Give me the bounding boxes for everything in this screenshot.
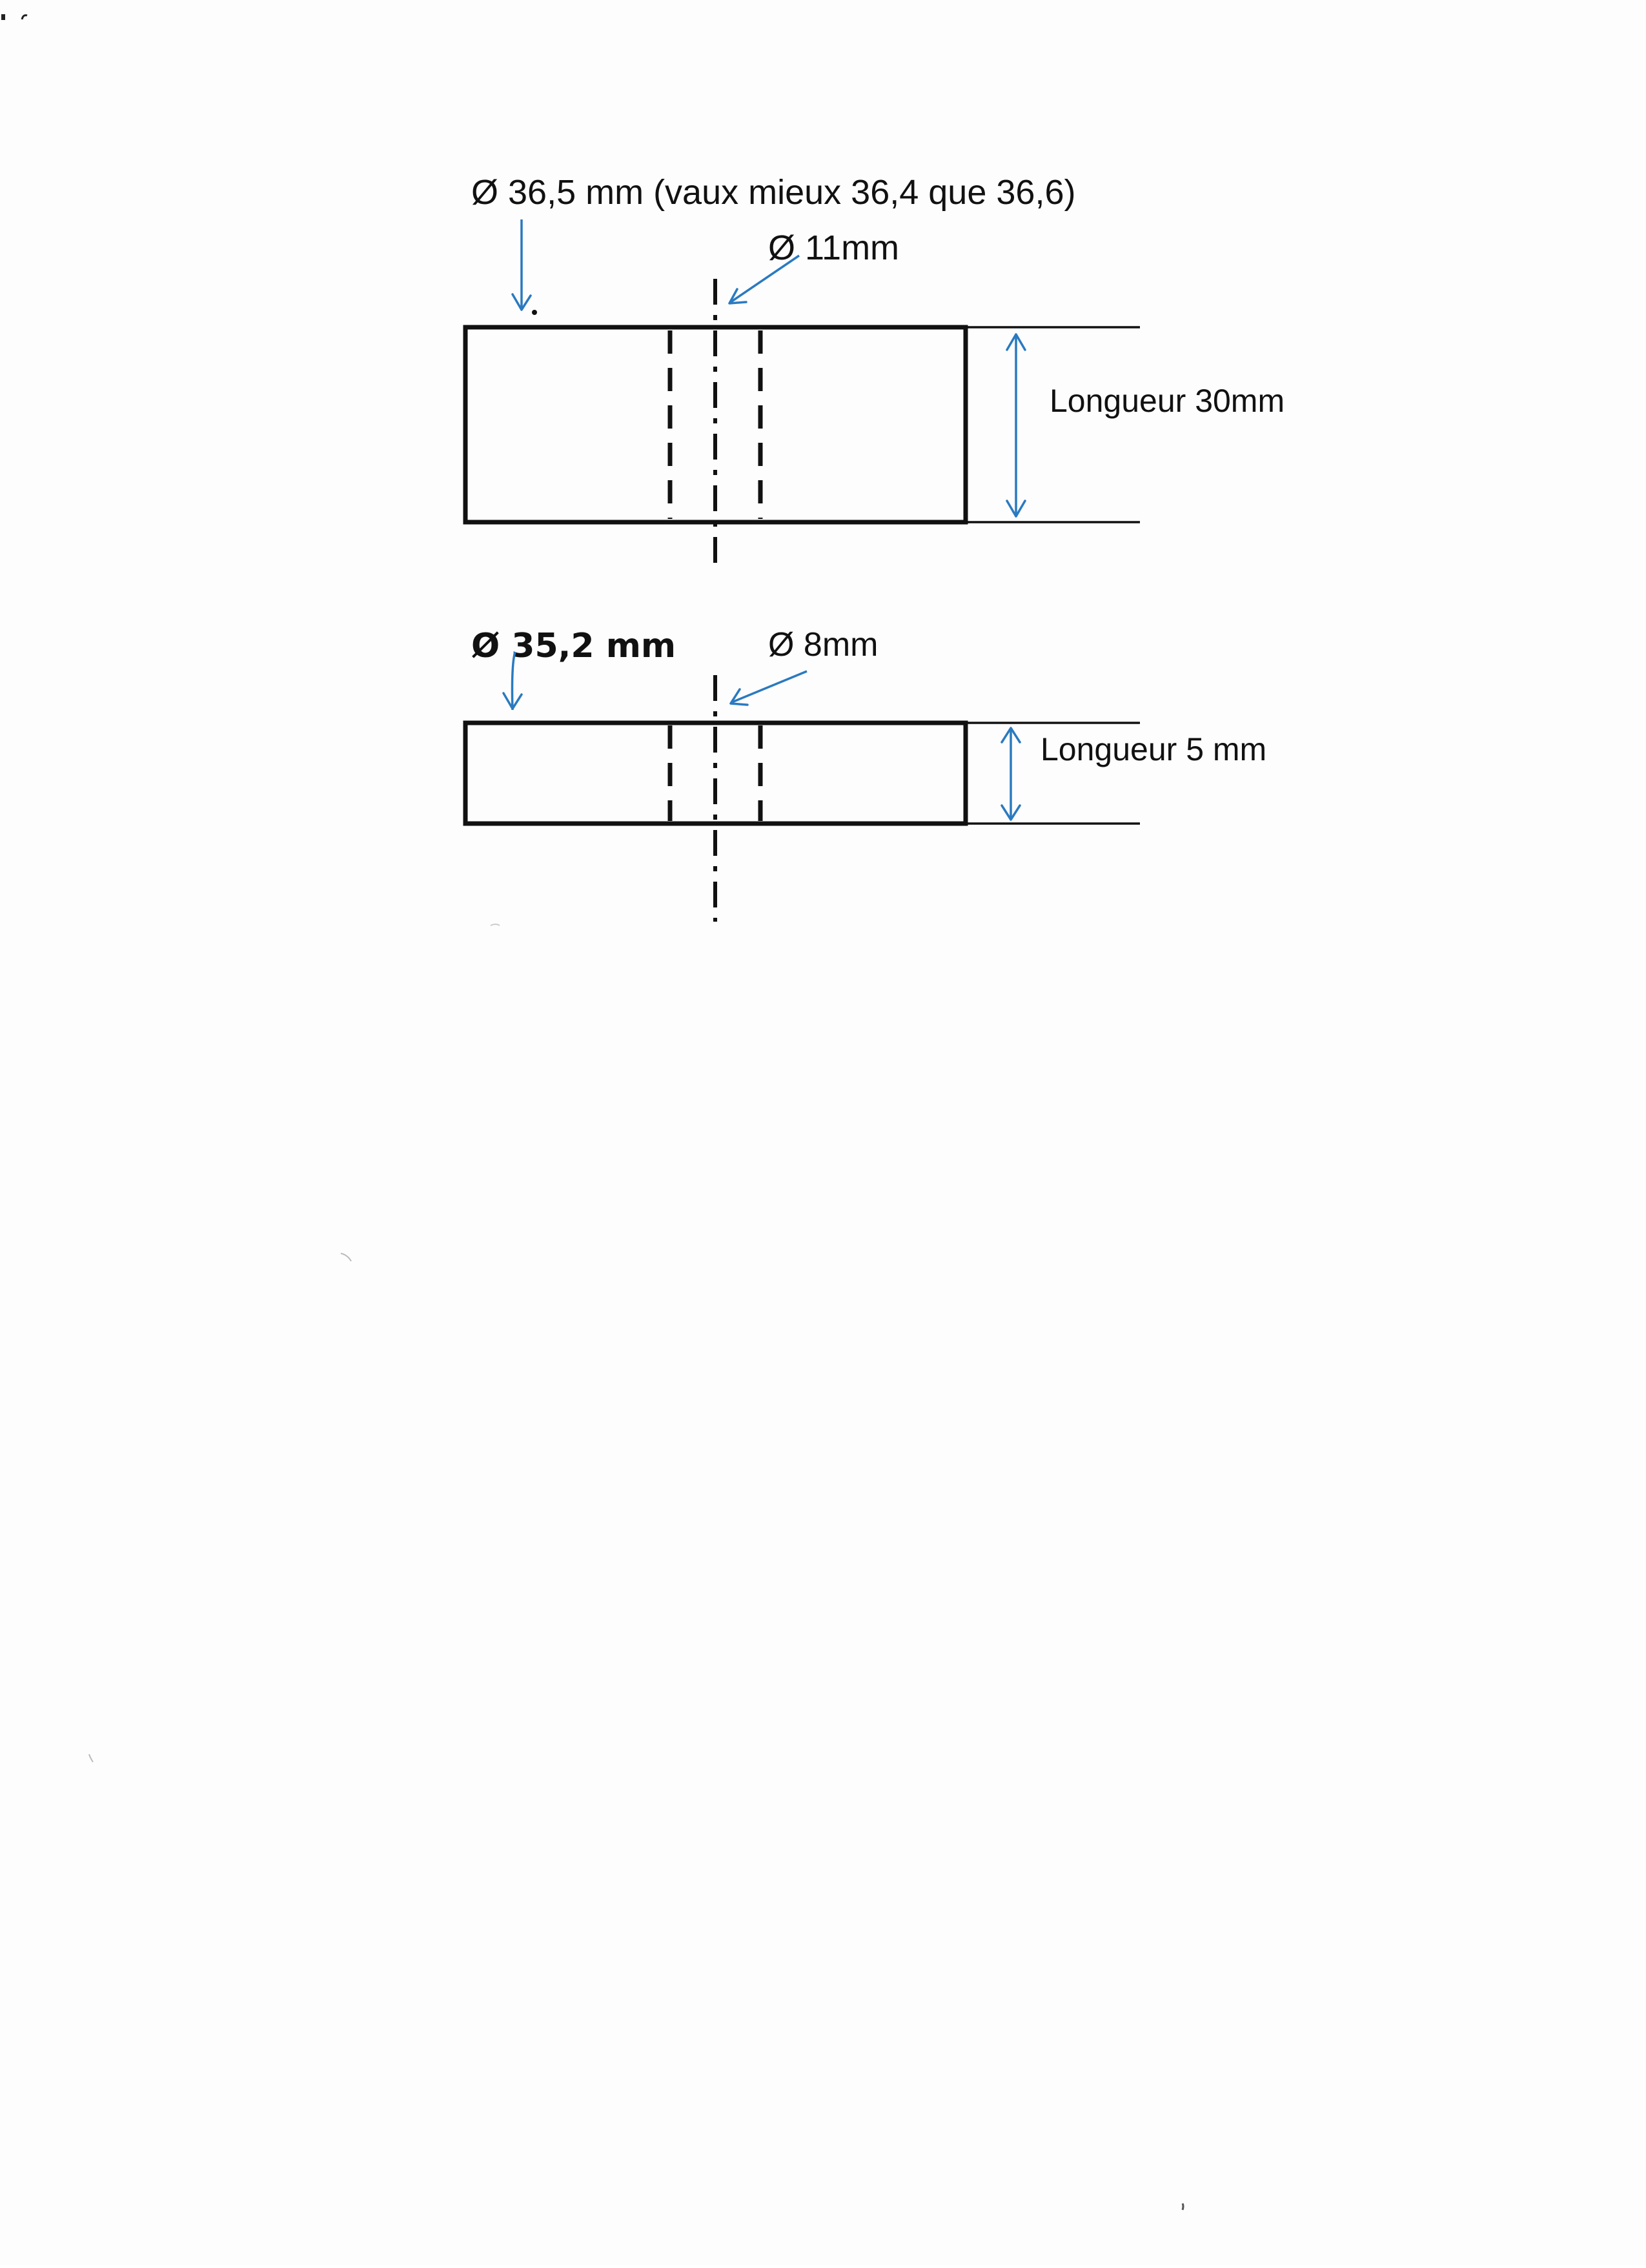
- top-bore-diameter-label: Ø 11mm: [768, 228, 900, 267]
- bottom-length-label: Longueur 5 mm: [1041, 731, 1267, 767]
- top-outer-diameter-label: Ø 36,5 mm (vaux mieux 36,4 que 36,6): [471, 173, 1076, 212]
- part-top: [465, 173, 1285, 565]
- bottom-bore-leader: [732, 671, 807, 702]
- scan-speck: [491, 924, 500, 926]
- part-bottom: [465, 626, 1266, 922]
- top-length-label: Longueur 30mm: [1050, 383, 1285, 419]
- scan-speck: [341, 1253, 351, 1261]
- bottom-bore-diameter-label: Ø 8mm: [768, 626, 879, 663]
- bottom-outer-diameter-label: Ø 35,2 mm: [471, 627, 676, 665]
- scan-speck: [89, 1754, 93, 1762]
- scan-speck: [532, 310, 537, 315]
- scan-speck: [22, 15, 27, 19]
- top-bore-leader: [731, 256, 799, 302]
- scan-speck: [1, 14, 5, 20]
